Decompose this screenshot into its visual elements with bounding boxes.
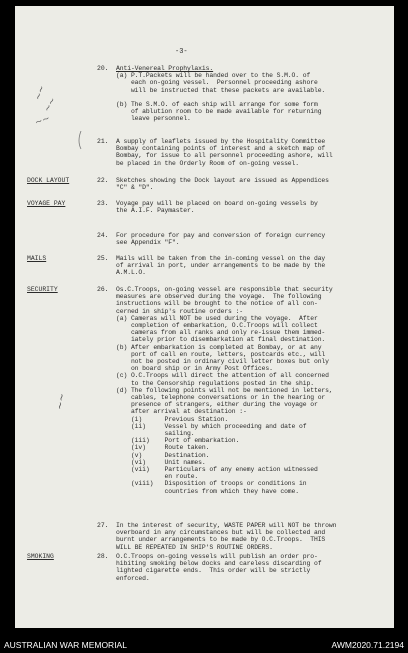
text-line: overboard in any circumstances but will be collected and [116,529,326,537]
section-heading: MAILS [27,255,47,262]
section-heading: VOYAGE PAY [27,200,66,207]
text-line: burnt under arrangements to be made by O.C.Troops. THIS [116,536,326,544]
text-line: (ii) Vessel by which proceeding and date of [116,422,307,430]
text-line: Bombay, for issue to all personnel proceeding ashore, will [116,152,333,160]
text-line: Bombay containing points of interest and a sketch map of [116,145,326,153]
handwritten-annotation: ~~ [33,84,48,102]
text-line: (iii) Port of embarkation. [116,437,240,445]
text-line: (d) The following points will not be mentioned in letters, [116,386,333,394]
text-line: the A.I.F. Paymaster. [116,207,195,215]
text-line: sailing. [116,430,195,437]
text-line: each on-going vessel. Personnel proceeding ashore [116,79,318,87]
text-line: be placed in the Orderly Room of on-going vessel. [116,159,300,167]
text-line: (vii) Particulars of any enemy action witnessed [116,466,318,473]
document-page [15,6,394,628]
text-line: (i) Previous Station. [116,415,229,423]
text-line: Mails will be taken from the in-coming vessel on the day [116,255,326,262]
handwritten-mark [75,131,87,151]
text-line: instructions will be brought to the notice of all con- [116,300,318,308]
paragraph-number: 23. [97,200,109,207]
text-line: hibiting smoking below docks and careless discarding of [116,560,322,568]
paragraph-number: 22. [97,177,109,184]
paragraph-number: 24. [97,232,109,239]
text-line: Anti-Venereal Prophylaxis. [116,65,214,72]
text-line: after arrival at destination :- [116,408,247,416]
text-line: enforced. [116,574,150,582]
text-line: Sketches showing the Dock layout are issued as Appendices [116,177,329,184]
text-line: of ablution room to be made available for returning [116,108,322,116]
paragraph-number: 27. [97,522,109,529]
text-line: For procedure for pay and conversion of foreign currency [116,232,326,239]
handwritten-annotation: ~~ [33,113,52,129]
text-line: iately prior to disembarkation at final destination. [116,336,326,344]
text-line: O.C.Troops on-going vessels will publish an order pro- [116,553,318,560]
paragraph-number: 25. [97,255,109,262]
text-line: A.M.L.O. [116,269,146,277]
text-line: (b) After embarkation is completed at Bombay, or at any [116,343,322,351]
text-line: measures are observed during the voyage. The following [116,293,322,301]
handwritten-annotation: ~~ [54,392,69,411]
text-line: completion of embarkation, O.C.Troops will collect [116,322,318,329]
footer-left-label: AUSTRALIAN WAR MEMORIAL [4,640,127,650]
text-line: WILL BE REPEATED IN SHIP'S ROUTINE ORDERS. [116,543,273,551]
text-line: cables, telephone conversations or in the hearing or [116,394,326,401]
paragraph-number: 26. [97,286,109,293]
section-heading: SMOKING [27,553,54,560]
text-line: Voyage pay will be placed on board on-going vessels by [116,200,318,207]
text-line: (c) O.C.Troops will direct the attention of all concerned [116,372,329,380]
paragraph-number: 21. [97,138,109,145]
page-number: -3- [175,48,188,56]
text-line: Os.C.Troops, on-going vessel are responsible that security [116,286,333,293]
text-line: "C" & "D". [116,184,154,192]
paragraph-number: 28. [97,553,109,560]
handwritten-annotation: ~~ [42,95,59,115]
text-line: lighted cigarette ends. This order will be strictly [116,567,311,575]
text-line: leave personnel. [116,115,191,123]
text-line: en route. [116,473,199,481]
text-line: (a) Cameras will NOT be used during the voyage. After [116,314,318,322]
paragraph-number: 20. [97,65,109,72]
footer-right-label: AWM2020.71.2194 [331,640,404,650]
footer-bar [0,638,408,653]
section-heading: SECURITY [27,286,58,293]
text-line: presence of strangers, either during the voyage or [116,401,318,409]
text-line: cerned in ship's routine orders :- [116,307,243,315]
text-line: of arrival in port, under arrangements to be made by the [116,262,326,270]
section-heading: DOCK LAYOUT [27,177,70,184]
text-line: to the Censorship regulations posted in the ship. [116,379,314,387]
text-line: not be posted in ordinary civil letter boxes but only [116,358,329,365]
text-line: (v) Destination. [116,451,210,459]
text-line: will be instructed that these packets are available. [116,86,326,94]
text-line: port of call en route, letters, postcards etc., will [116,350,326,358]
text-line: on board ship or in Army Post Offices. [116,365,273,373]
text-line: (a) P.T.Packets will be handed over to the S.M.O. of [116,72,311,80]
text-line: (iv) Route taken. [116,444,210,452]
text-line: see Appendix "F". [116,239,180,247]
text-line: (vi) Unit names. [116,458,206,466]
text-line: (b) The S.M.O. of each ship will arrange for some form [116,101,318,108]
text-line: cameras from all ranks and only re-issue them immed- [116,329,326,337]
text-line: (viii) Disposition of troops or conditions in [116,480,307,488]
text-line: A supply of leaflets issued by the Hospitality Committee [116,138,326,145]
text-line: countries from which they have come. [116,487,300,495]
text-line: In the interest of security, WASTE PAPER will NOT be thrown [116,522,337,529]
